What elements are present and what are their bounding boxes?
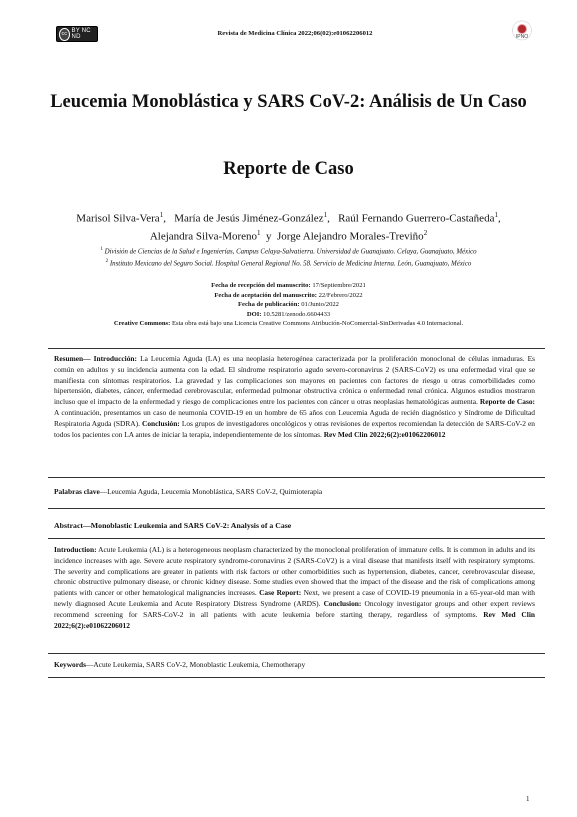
affiliation-1 [40, 247, 537, 255]
palabras-clave-text: —Leucemia Aguda, Leucemia Monoblástica, SARS CoV-2, Quimioterapia [99, 487, 323, 496]
section-divider [48, 677, 545, 678]
section-divider [48, 538, 545, 539]
author-conjunction: y [266, 230, 272, 243]
palabras-clave-label: Palabras clave [54, 487, 100, 496]
author-name: Raúl Fernando Guerrero-Castañeda [338, 212, 495, 225]
author-affiliation-sup: 1 [323, 211, 328, 219]
resumen-intro-label: Introducción: [93, 354, 138, 363]
affiliation-text: División de Ciencias de la Salud e Ingenierías, Campus Celaya-Salvatierra. Universidad de Guanajuato. Celaya, Guanajuato, México [104, 248, 477, 256]
resumen-citation: Rev Med Clin 2022;6(2):e01062206012 [323, 429, 446, 439]
affiliation-2 [40, 259, 537, 267]
author-name: Alejandra Silva-Moreno [149, 230, 258, 243]
abstract-case-text: Next, we present a case of COVID-19 pneumonia in a 65-year-old man with newly diagnosed Acute Leukemia and Acute Respiratory Distress Syndrome (ARDS). [54, 588, 536, 608]
resumen-conclusion-label: Conclusión: [141, 418, 180, 428]
article-type: Reporte de Caso [223, 159, 354, 179]
abstract-intro-text: Acute Leukemia (AL) is a heterogeneous neoplasm characterized by the monoclonal proliferation of immature cells. It is common in adults and its incidence increases with age. Severe acute respiratory syndrome-coronavirus 2 (SARS-CoV2) is a viral disease that manifests itself with respiratory symptoms. The severity and complications are greater in patients with risk factors or other comorbidities such as hypertension, diabetes, cancer, cerebrovascular disease, chronic obstructive pulmonary disease, or chronic kidney disease. Some studies even showed that the impact of the disease and the risk of complications among patients with cancer or other hematological malignancies increases. [54, 545, 535, 598]
affiliation-sup: 2 [105, 259, 109, 264]
meta-received: Fecha de recepción del manuscrito: 17/Septiembre/2021 [211, 282, 366, 289]
abstract-conclusion-text: Oncology investigator groups and other expert reviews recommend screening for SARS-CoV-2 in all patients with acute leukemia before starting therapy, regardless of symptoms. [54, 598, 535, 619]
manuscript-metadata [40, 281, 537, 329]
journal-header: Revista de Medicina Clínica 2022;06(02):e01062206012 [217, 30, 373, 37]
author-line-2 [40, 226, 537, 244]
journal-logo-text: IPNO [515, 33, 529, 40]
author-name: María de Jesús Jiménez-González [174, 212, 324, 225]
journal-logo-icon [506, 16, 538, 48]
palabras-clave [54, 487, 535, 496]
author-affiliation-sup: 1 [494, 211, 498, 219]
keywords [54, 660, 535, 669]
author-line-1: Marisol Silva-Vera$^1$, María de Jesús Jiménez-González$^1$, Raúl Fernando Guerrero-Castañeda$^1$, [76, 211, 501, 225]
abstract-paragraph [54, 545, 535, 631]
license-badge[interactable] [56, 26, 98, 42]
article-title: Leucemia Monoblástica y SARS CoV-2: Análisis de Un Caso [50, 92, 527, 112]
cc-by-nc-nd-icon: cc [59, 28, 70, 41]
author-name: Marisol Silva-Vera [76, 212, 160, 225]
author-name: Jorge Alejandro Morales-Treviño [277, 230, 424, 243]
resumen-case-text: A continuación, presentamos un caso de neumonía COVID-19 en un hombre de 65 años con Leucemia Aguda de recién diagnóstico y Síndrome de Dificultad Respiratoria Aguda (SDRA). [54, 407, 535, 428]
keywords-text: —Acute Leukemia, SARS CoV-2, Monoblastic Leukemia, Chemotherapy [86, 660, 306, 669]
resumen-label: Resumen— [54, 354, 91, 363]
section-divider [48, 653, 545, 654]
keywords-label: Keywords [54, 660, 87, 669]
meta-license: Creative Commons: Esta obra está bajo una Licencia Creative Commons Atribución-NoComercial-SinDerivadas 4.0 Internacional. [113, 320, 464, 327]
author-affiliation-sup: 1 [257, 228, 261, 237]
abstract-conclusion-label: Conclusion: [323, 598, 362, 608]
meta-doi[interactable]: DOI: 10.5281/zenodo.6604433 [246, 310, 331, 318]
resumen-paragraph [54, 354, 535, 440]
affiliation-text: Instituto Mexicano del Seguro Social. Hospital General Regional No. 58. Servicio de Medicina Interna. León, Guanajuato, México [109, 260, 472, 268]
meta-accepted: Fecha de aceptación del manuscrito: 22/Febrero/2022 [214, 291, 363, 299]
section-divider [48, 477, 545, 478]
meta-published: Fecha de publicación: 01/Junio/2022 [238, 301, 339, 308]
resumen-intro-text: La Leucemia Aguda (LA) es una neoplasia heterogénea caracterizada por la proliferación monoclonal de células inmaduras. Es común en adultos y su incidencia aumenta con la edad. El síndrome respiratorio agudo severo-coronavirus 2 (SARS-CoV2) es una enfermedad viral que se manifiesta con síntomas respiratorios. La gravedad y las complicaciones son mayores en pacientes con factores de riesgo u otras comorbilidades como hipertensión, diabetes, cáncer, enfermedad cerebrovascular, enfermedad pulmonar obstructiva crónica o enfermedad renal crónica. Algunos estudios mostraron incluso que el impacto de la enfermedad y riesgo de complicaciones entre los pacientes con cáncer u otras neoplasias hematológicas aumenta. [54, 354, 535, 407]
section-divider [48, 508, 545, 509]
license-badge-label: BY NC ND [71, 28, 91, 40]
author-affiliation-sup: 2 [423, 228, 428, 237]
abstract-case-label: Case Report: [259, 588, 302, 598]
page-number: 1 [526, 795, 530, 803]
abstract-intro-label: Introduction: [54, 545, 97, 554]
resumen-conclusion-text: Los grupos de investigadores oncológicos y otras revisiones de expertos recomiendan la detección de SARS-CoV-2 en todos los pacientes con LA antes de iniciar la terapia, independientemente de los síntomas. [54, 418, 535, 439]
author-list [40, 208, 537, 243]
affiliation-sup: 1 [100, 247, 103, 252]
resumen-case-label: Reporte de Caso: [479, 397, 535, 407]
abstract-heading: Abstract—Monoblastic Leukemia and SARS CoV-2: Analysis of a Case [54, 521, 292, 530]
author-affiliation-sup: 1 [159, 211, 164, 219]
abstract-citation: Rev Med Clin 2022;6(2):e01062206012 [54, 609, 535, 630]
section-divider [48, 348, 545, 349]
